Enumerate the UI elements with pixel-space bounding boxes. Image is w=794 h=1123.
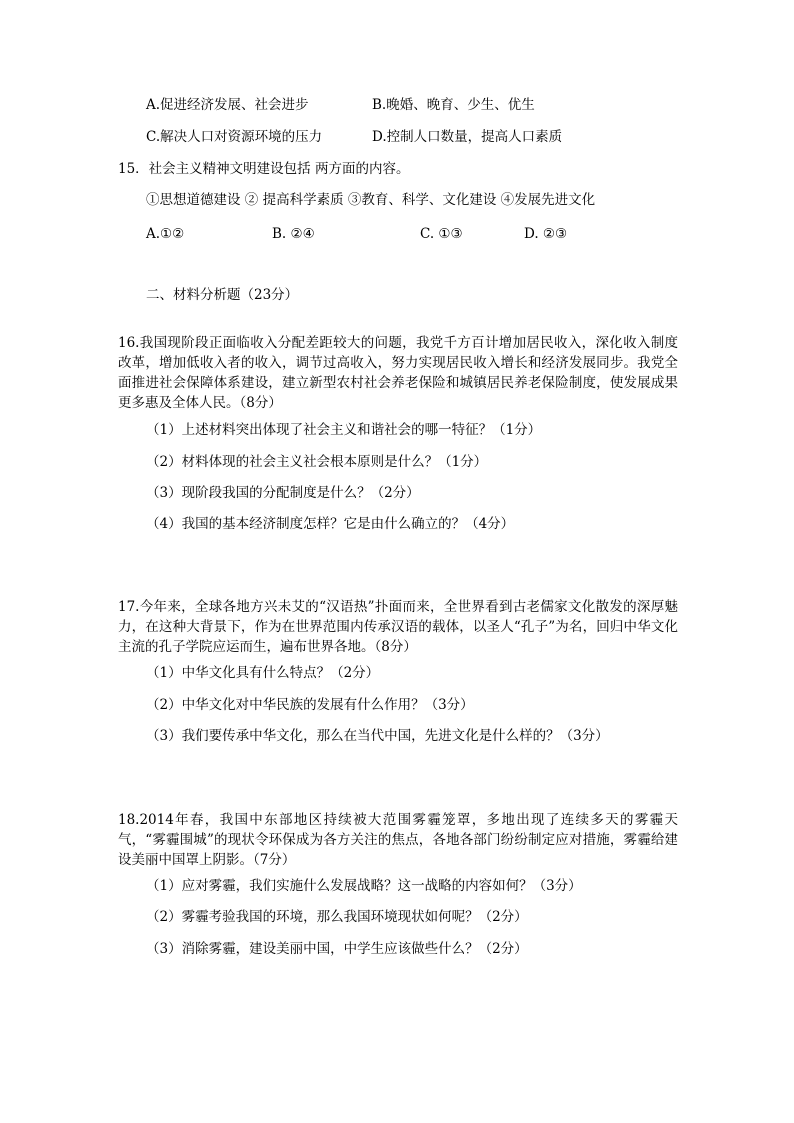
q16-material: 16.我国现阶段正面临收入分配差距较大的问题，我党千方百计增加居民收入，深化收入制度改革，增加低收入者的收入，调节过高收入，努力实现居民收入增长和经济发展同步。我党全面推进社会保障体系建设，建立新型农村社会养老保险和城镇居民养老保险制度，使发展成果更多惠及全体人民。（8分） [118, 335, 678, 411]
q17-sub-question-3: （3）我们要传承中华文化，那么在当代中国，先进文化是什么样的？（3分） [146, 728, 609, 744]
q14-option-c: C.解决人口对资源环境的压力 [146, 129, 323, 145]
q15-items: ①思想道德建设 ② 提高科学素质 ③教育、科学、文化建设 ④发展先进文化 [146, 192, 596, 208]
q17-sub-question-1: （1）中华文化具有什么特点？（2分） [146, 665, 380, 681]
q14-option-a: A.促进经济发展、社会进步 [146, 97, 309, 113]
q15-stem: 15．社会主义精神文明建设包括 两方面的内容。 [118, 161, 410, 177]
q18-sub-question-2: （2）雾霾考验我国的环境，那么我国环境现状如何呢？（2分） [146, 909, 528, 925]
section-heading: 二、材料分析题（23分） [146, 287, 299, 303]
q16-sub-question-4: （4）我国的基本经济制度怎样？它是由什么确立的？（4分） [146, 516, 515, 532]
q14-option-b: B.晚婚、晚育、少生、优生 [372, 97, 535, 113]
q16-sub-question-2: （2）材料体现的社会主义社会根本原则是什么？（1分） [146, 454, 488, 470]
q18-sub-question-3: （3）消除雾霾，建设美丽中国，中学生应该做些什么？（2分） [146, 941, 528, 957]
q18-sub-question-1: （1）应对雾霾，我们实施什么发展战略？这一战略的内容如何？（3分） [146, 878, 582, 894]
q15-option-a: A.①② [146, 226, 185, 242]
q17-sub-question-2: （2）中华文化对中华民族的发展有什么作用？（3分） [146, 697, 474, 713]
q15-option-c: C. ①③ [420, 226, 463, 242]
q16-sub-question-3: （3）现阶段我国的分配制度是什么？（2分） [146, 485, 420, 501]
q16-sub-question-1: （1）上述材料突出体现了社会主义和谐社会的哪一特征？（1分） [146, 422, 542, 438]
q15-option-d: D. ②③ [524, 226, 568, 242]
q17-material: 17.今年来，全球各地方兴未艾的“汉语热”扑面而来，全世界看到古老儒家文化散发的深厚魅力，在这种大背景下，作为在世界范围内传承汉语的载体，以圣人“孔子”为名，回归中华文化主流的孔子学院应运而生，遍布世界各地。（8分） [118, 599, 678, 655]
q15-option-b: B. ②④ [272, 226, 315, 242]
q18-material: 18.2014年春，我国中东部地区持续被大范围雾霾笼罩，多地出现了连续多天的雾霾天气，“雾霾围城”的现状令环保成为各方关注的焦点，各地各部门纷纷制定应对措施，雾霾给建设美丽中国罩上阴影。（7分） [118, 812, 678, 868]
q14-option-d: D.控制人口数量，提高人口素质 [372, 129, 563, 145]
